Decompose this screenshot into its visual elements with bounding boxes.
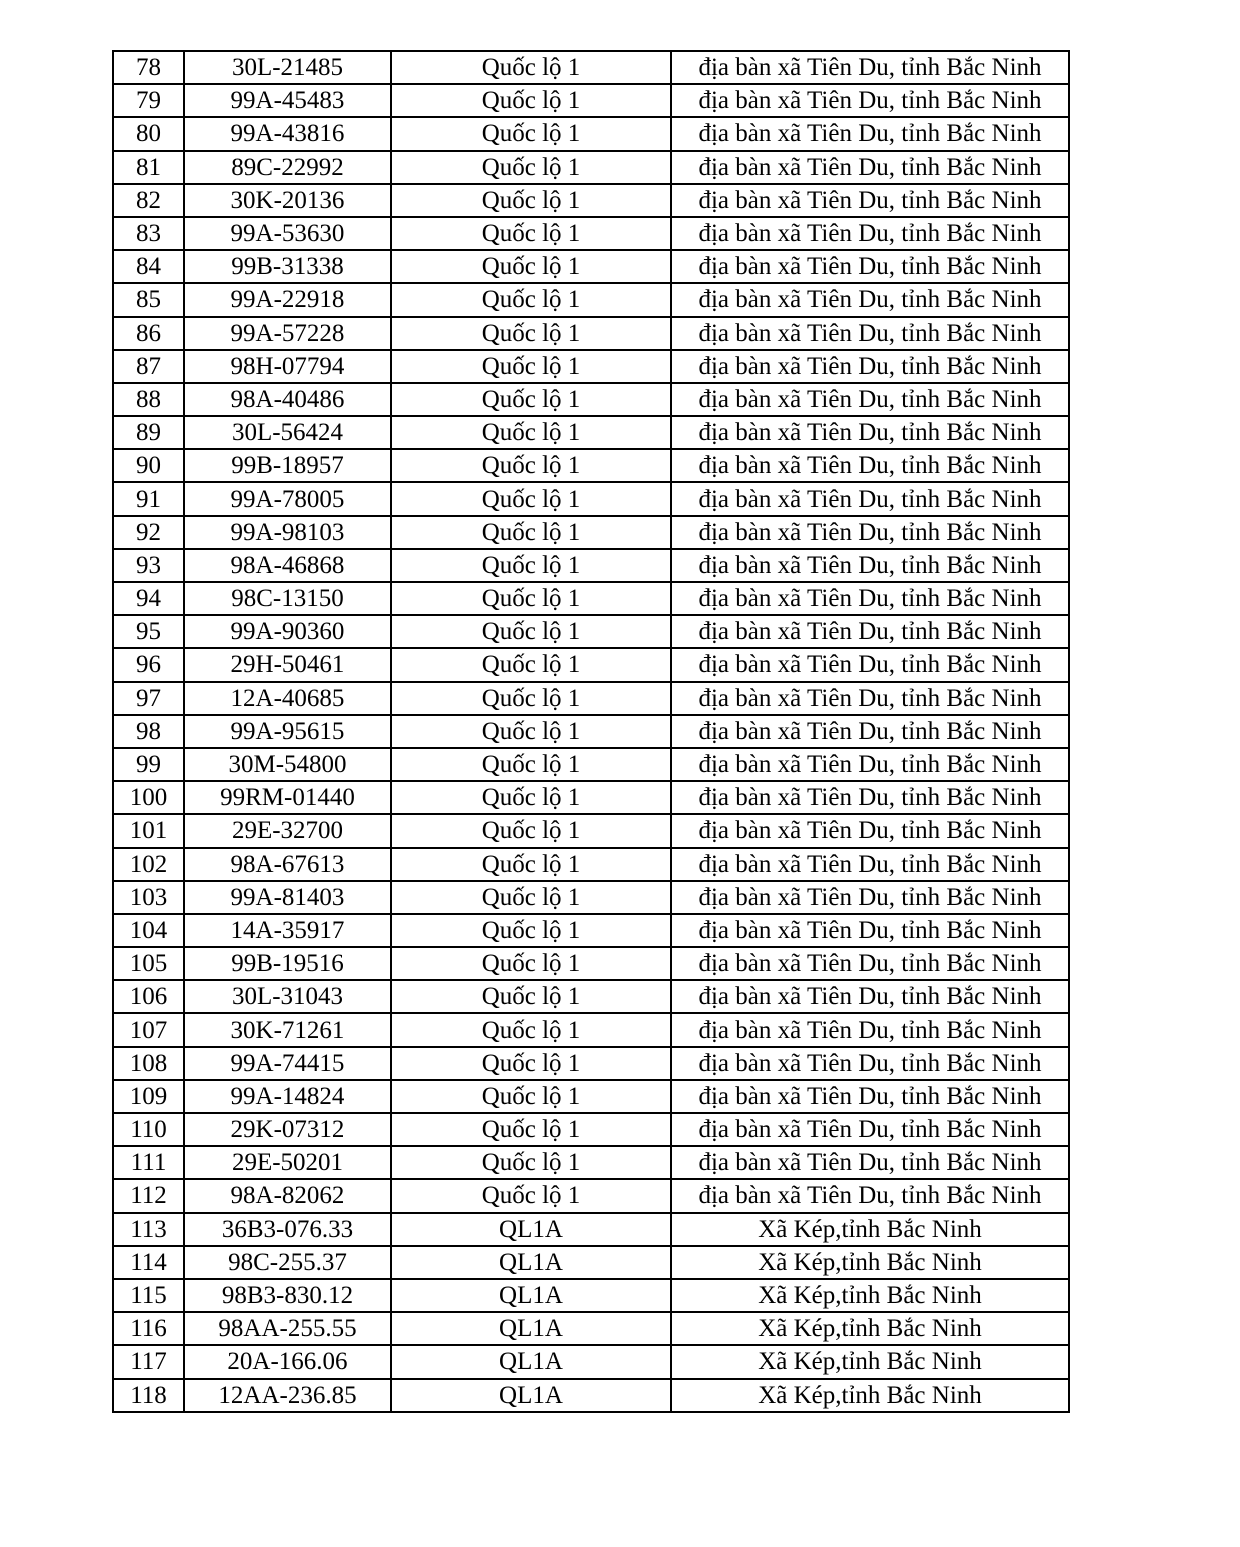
location-cell: Xã Kép,tỉnh Bắc Ninh — [671, 1379, 1069, 1412]
road-cell: Quốc lộ 1 — [391, 217, 671, 250]
license-plate-cell: 99A-81403 — [184, 881, 391, 914]
license-plate-cell: 99A-57228 — [184, 317, 391, 350]
table-row — [113, 1213, 1069, 1246]
location-cell: địa bàn xã Tiên Du, tỉnh Bắc Ninh — [671, 682, 1069, 715]
location-cell: địa bàn xã Tiên Du, tỉnh Bắc Ninh — [671, 814, 1069, 847]
road-cell: Quốc lộ 1 — [391, 615, 671, 648]
road-cell: QL1A — [391, 1345, 671, 1378]
road-cell: Quốc lộ 1 — [391, 814, 671, 847]
row-number-cell: 96 — [113, 648, 184, 681]
row-number-cell: 85 — [113, 283, 184, 316]
table-row — [113, 1179, 1069, 1212]
table-row — [113, 383, 1069, 416]
license-plate-cell: 99A-22918 — [184, 283, 391, 316]
table-row — [113, 283, 1069, 316]
location-cell: địa bàn xã Tiên Du, tỉnh Bắc Ninh — [671, 1047, 1069, 1080]
location-cell: địa bàn xã Tiên Du, tỉnh Bắc Ninh — [671, 383, 1069, 416]
location-cell: địa bàn xã Tiên Du, tỉnh Bắc Ninh — [671, 881, 1069, 914]
license-plate-cell: 12A-40685 — [184, 682, 391, 715]
road-cell: Quốc lộ 1 — [391, 84, 671, 117]
license-plate-cell: 30M-54800 — [184, 748, 391, 781]
road-cell: Quốc lộ 1 — [391, 449, 671, 482]
table-row — [113, 682, 1069, 715]
license-plate-cell: 99A-53630 — [184, 217, 391, 250]
location-cell: địa bàn xã Tiên Du, tỉnh Bắc Ninh — [671, 151, 1069, 184]
license-plate-cell: 99B-31338 — [184, 250, 391, 283]
road-cell: Quốc lộ 1 — [391, 1113, 671, 1146]
location-cell: Xã Kép,tỉnh Bắc Ninh — [671, 1246, 1069, 1279]
table-row — [113, 250, 1069, 283]
road-cell: Quốc lộ 1 — [391, 1080, 671, 1113]
road-cell: Quốc lộ 1 — [391, 482, 671, 515]
row-number-cell: 110 — [113, 1113, 184, 1146]
location-cell: Xã Kép,tỉnh Bắc Ninh — [671, 1213, 1069, 1246]
road-cell: Quốc lộ 1 — [391, 881, 671, 914]
road-cell: Quốc lộ 1 — [391, 184, 671, 217]
location-cell: địa bàn xã Tiên Du, tỉnh Bắc Ninh — [671, 217, 1069, 250]
row-number-cell: 105 — [113, 947, 184, 980]
table-row — [113, 1246, 1069, 1279]
road-cell: Quốc lộ 1 — [391, 1146, 671, 1179]
license-plate-cell: 29H-50461 — [184, 648, 391, 681]
table-row — [113, 516, 1069, 549]
location-cell: địa bàn xã Tiên Du, tỉnh Bắc Ninh — [671, 1146, 1069, 1179]
row-number-cell: 83 — [113, 217, 184, 250]
road-cell: Quốc lộ 1 — [391, 350, 671, 383]
location-cell: địa bàn xã Tiên Du, tỉnh Bắc Ninh — [671, 482, 1069, 515]
table-row — [113, 1379, 1069, 1412]
license-plate-cell: 99B-18957 — [184, 449, 391, 482]
table-row — [113, 51, 1069, 84]
road-cell: Quốc lộ 1 — [391, 416, 671, 449]
table-row — [113, 615, 1069, 648]
table-row — [113, 1345, 1069, 1378]
license-plate-cell: 99RM-01440 — [184, 781, 391, 814]
row-number-cell: 116 — [113, 1312, 184, 1345]
road-cell: Quốc lộ 1 — [391, 848, 671, 881]
location-cell: địa bàn xã Tiên Du, tỉnh Bắc Ninh — [671, 117, 1069, 150]
location-cell: địa bàn xã Tiên Du, tỉnh Bắc Ninh — [671, 1080, 1069, 1113]
road-cell: Quốc lộ 1 — [391, 715, 671, 748]
road-cell: Quốc lộ 1 — [391, 1179, 671, 1212]
row-number-cell: 112 — [113, 1179, 184, 1212]
table-row — [113, 980, 1069, 1013]
road-cell: Quốc lộ 1 — [391, 980, 671, 1013]
table-row — [113, 848, 1069, 881]
table-row — [113, 151, 1069, 184]
license-plate-cell: 99A-78005 — [184, 482, 391, 515]
location-cell: địa bàn xã Tiên Du, tỉnh Bắc Ninh — [671, 582, 1069, 615]
license-plate-cell: 29K-07312 — [184, 1113, 391, 1146]
location-cell: địa bàn xã Tiên Du, tỉnh Bắc Ninh — [671, 184, 1069, 217]
location-cell: địa bàn xã Tiên Du, tỉnh Bắc Ninh — [671, 350, 1069, 383]
license-plate-cell: 99A-95615 — [184, 715, 391, 748]
row-number-cell: 103 — [113, 881, 184, 914]
location-cell: địa bàn xã Tiên Du, tỉnh Bắc Ninh — [671, 781, 1069, 814]
road-cell: Quốc lộ 1 — [391, 914, 671, 947]
license-plate-cell: 98A-40486 — [184, 383, 391, 416]
row-number-cell: 115 — [113, 1279, 184, 1312]
road-cell: Quốc lộ 1 — [391, 1013, 671, 1046]
location-cell: địa bàn xã Tiên Du, tỉnh Bắc Ninh — [671, 516, 1069, 549]
table-row — [113, 549, 1069, 582]
row-number-cell: 84 — [113, 250, 184, 283]
road-cell: Quốc lộ 1 — [391, 682, 671, 715]
location-cell: địa bàn xã Tiên Du, tỉnh Bắc Ninh — [671, 914, 1069, 947]
location-cell: địa bàn xã Tiên Du, tỉnh Bắc Ninh — [671, 947, 1069, 980]
row-number-cell: 100 — [113, 781, 184, 814]
license-plate-cell: 98B3-830.12 — [184, 1279, 391, 1312]
table-row — [113, 715, 1069, 748]
row-number-cell: 108 — [113, 1047, 184, 1080]
location-cell: địa bàn xã Tiên Du, tỉnh Bắc Ninh — [671, 283, 1069, 316]
location-cell: địa bàn xã Tiên Du, tỉnh Bắc Ninh — [671, 549, 1069, 582]
table-row — [113, 449, 1069, 482]
row-number-cell: 97 — [113, 682, 184, 715]
table-row — [113, 947, 1069, 980]
table-row — [113, 184, 1069, 217]
road-cell: Quốc lộ 1 — [391, 1047, 671, 1080]
location-cell: địa bàn xã Tiên Du, tỉnh Bắc Ninh — [671, 250, 1069, 283]
row-number-cell: 86 — [113, 317, 184, 350]
row-number-cell: 104 — [113, 914, 184, 947]
row-number-cell: 95 — [113, 615, 184, 648]
table-body — [113, 51, 1069, 1412]
row-number-cell: 114 — [113, 1246, 184, 1279]
road-cell: Quốc lộ 1 — [391, 383, 671, 416]
table-row — [113, 781, 1069, 814]
table-row — [113, 748, 1069, 781]
table-row — [113, 1047, 1069, 1080]
table-row — [113, 317, 1069, 350]
license-plate-cell: 30L-21485 — [184, 51, 391, 84]
road-cell: Quốc lộ 1 — [391, 283, 671, 316]
road-cell: Quốc lộ 1 — [391, 648, 671, 681]
table-row — [113, 482, 1069, 515]
license-plate-cell: 99A-74415 — [184, 1047, 391, 1080]
road-cell: QL1A — [391, 1312, 671, 1345]
road-cell: Quốc lộ 1 — [391, 151, 671, 184]
license-plate-cell: 98A-67613 — [184, 848, 391, 881]
table-row — [113, 1279, 1069, 1312]
license-plate-cell: 98C-13150 — [184, 582, 391, 615]
location-cell: Xã Kép,tỉnh Bắc Ninh — [671, 1279, 1069, 1312]
road-cell: Quốc lộ 1 — [391, 582, 671, 615]
table-row — [113, 117, 1069, 150]
row-number-cell: 111 — [113, 1146, 184, 1179]
row-number-cell: 107 — [113, 1013, 184, 1046]
table-row — [113, 1113, 1069, 1146]
road-cell: Quốc lộ 1 — [391, 317, 671, 350]
row-number-cell: 92 — [113, 516, 184, 549]
location-cell: địa bàn xã Tiên Du, tỉnh Bắc Ninh — [671, 51, 1069, 84]
table-row — [113, 648, 1069, 681]
location-cell: địa bàn xã Tiên Du, tỉnh Bắc Ninh — [671, 980, 1069, 1013]
license-plate-cell: 12AA-236.85 — [184, 1379, 391, 1412]
row-number-cell: 98 — [113, 715, 184, 748]
license-plate-cell: 98AA-255.55 — [184, 1312, 391, 1345]
table-row — [113, 416, 1069, 449]
road-cell: Quốc lộ 1 — [391, 947, 671, 980]
row-number-cell: 90 — [113, 449, 184, 482]
location-cell: địa bàn xã Tiên Du, tỉnh Bắc Ninh — [671, 416, 1069, 449]
license-plate-cell: 99A-45483 — [184, 84, 391, 117]
license-plate-cell: 99A-90360 — [184, 615, 391, 648]
license-plate-cell: 99A-43816 — [184, 117, 391, 150]
row-number-cell: 81 — [113, 151, 184, 184]
row-number-cell: 101 — [113, 814, 184, 847]
license-plate-cell: 30K-20136 — [184, 184, 391, 217]
license-plate-cell: 98A-46868 — [184, 549, 391, 582]
license-plate-cell: 99B-19516 — [184, 947, 391, 980]
location-cell: địa bàn xã Tiên Du, tỉnh Bắc Ninh — [671, 1113, 1069, 1146]
road-cell: QL1A — [391, 1279, 671, 1312]
road-cell: Quốc lộ 1 — [391, 250, 671, 283]
table-row — [113, 582, 1069, 615]
row-number-cell: 117 — [113, 1345, 184, 1378]
license-plate-cell: 30L-56424 — [184, 416, 391, 449]
location-cell: địa bàn xã Tiên Du, tỉnh Bắc Ninh — [671, 715, 1069, 748]
license-plate-cell: 98C-255.37 — [184, 1246, 391, 1279]
row-number-cell: 80 — [113, 117, 184, 150]
location-cell: địa bàn xã Tiên Du, tỉnh Bắc Ninh — [671, 648, 1069, 681]
row-number-cell: 93 — [113, 549, 184, 582]
location-cell: địa bàn xã Tiên Du, tỉnh Bắc Ninh — [671, 317, 1069, 350]
row-number-cell: 106 — [113, 980, 184, 1013]
location-cell: địa bàn xã Tiên Du, tỉnh Bắc Ninh — [671, 848, 1069, 881]
location-cell: địa bàn xã Tiên Du, tỉnh Bắc Ninh — [671, 615, 1069, 648]
license-plate-cell: 99A-98103 — [184, 516, 391, 549]
road-cell: Quốc lộ 1 — [391, 516, 671, 549]
table-row — [113, 217, 1069, 250]
road-cell: Quốc lộ 1 — [391, 51, 671, 84]
location-cell: địa bàn xã Tiên Du, tỉnh Bắc Ninh — [671, 1013, 1069, 1046]
location-cell: địa bàn xã Tiên Du, tỉnh Bắc Ninh — [671, 1179, 1069, 1212]
road-cell: QL1A — [391, 1246, 671, 1279]
table-row — [113, 914, 1069, 947]
row-number-cell: 102 — [113, 848, 184, 881]
road-cell: Quốc lộ 1 — [391, 117, 671, 150]
table-row — [113, 84, 1069, 117]
row-number-cell: 89 — [113, 416, 184, 449]
table-row — [113, 1146, 1069, 1179]
road-cell: Quốc lộ 1 — [391, 549, 671, 582]
row-number-cell: 113 — [113, 1213, 184, 1246]
row-number-cell: 94 — [113, 582, 184, 615]
license-plate-cell: 29E-50201 — [184, 1146, 391, 1179]
row-number-cell: 79 — [113, 84, 184, 117]
license-plate-cell: 98H-07794 — [184, 350, 391, 383]
road-cell: Quốc lộ 1 — [391, 748, 671, 781]
location-cell: địa bàn xã Tiên Du, tỉnh Bắc Ninh — [671, 84, 1069, 117]
license-plate-cell: 36B3-076.33 — [184, 1213, 391, 1246]
license-plate-cell: 98A-82062 — [184, 1179, 391, 1212]
violation-table — [112, 50, 1070, 1413]
row-number-cell: 82 — [113, 184, 184, 217]
table-row — [113, 350, 1069, 383]
table-row — [113, 1312, 1069, 1345]
license-plate-cell: 30L-31043 — [184, 980, 391, 1013]
row-number-cell: 109 — [113, 1080, 184, 1113]
row-number-cell: 91 — [113, 482, 184, 515]
license-plate-cell: 30K-71261 — [184, 1013, 391, 1046]
road-cell: Quốc lộ 1 — [391, 781, 671, 814]
row-number-cell: 78 — [113, 51, 184, 84]
row-number-cell: 88 — [113, 383, 184, 416]
table-row — [113, 1013, 1069, 1046]
row-number-cell: 118 — [113, 1379, 184, 1412]
location-cell: Xã Kép,tỉnh Bắc Ninh — [671, 1312, 1069, 1345]
license-plate-cell: 14A-35917 — [184, 914, 391, 947]
road-cell: QL1A — [391, 1213, 671, 1246]
location-cell: địa bàn xã Tiên Du, tỉnh Bắc Ninh — [671, 449, 1069, 482]
row-number-cell: 99 — [113, 748, 184, 781]
license-plate-cell: 89C-22992 — [184, 151, 391, 184]
license-plate-cell: 20A-166.06 — [184, 1345, 391, 1378]
table-row — [113, 1080, 1069, 1113]
license-plate-cell: 99A-14824 — [184, 1080, 391, 1113]
location-cell: Xã Kép,tỉnh Bắc Ninh — [671, 1345, 1069, 1378]
table-row — [113, 814, 1069, 847]
license-plate-cell: 29E-32700 — [184, 814, 391, 847]
row-number-cell: 87 — [113, 350, 184, 383]
road-cell: QL1A — [391, 1379, 671, 1412]
table-row — [113, 881, 1069, 914]
location-cell: địa bàn xã Tiên Du, tỉnh Bắc Ninh — [671, 748, 1069, 781]
